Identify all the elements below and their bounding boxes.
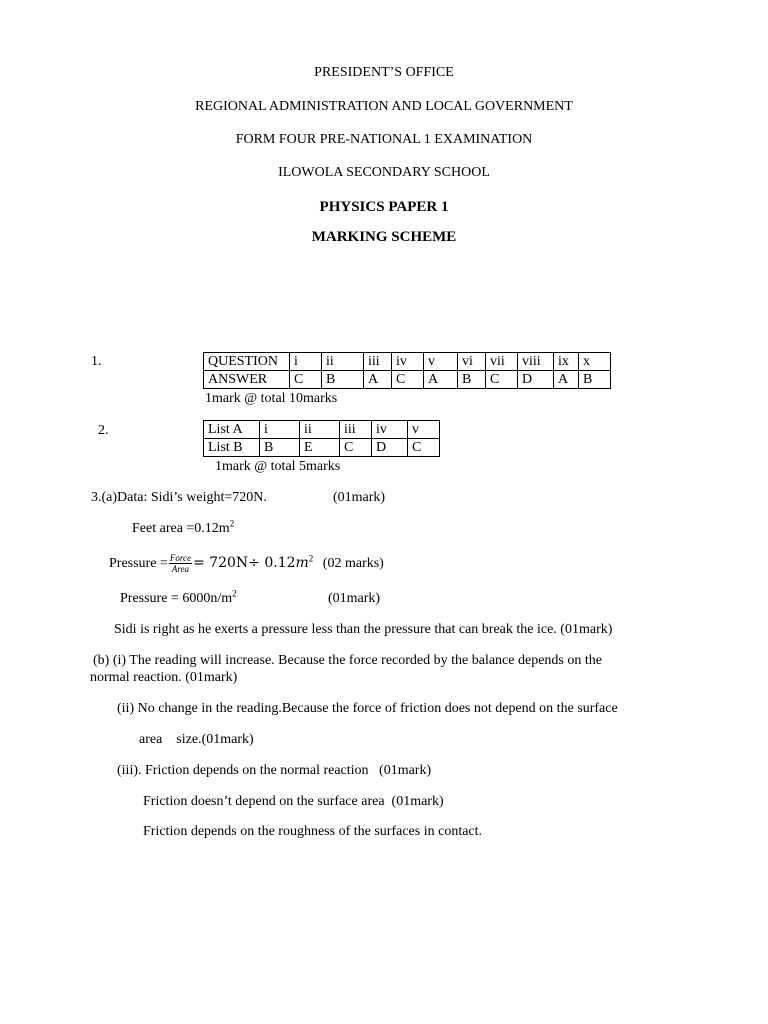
list-b-cell: D [372, 439, 408, 457]
answer-cell: A [364, 371, 392, 389]
feet-area-text: Feet area =0.12m [132, 521, 230, 536]
list-a-cell: ii [300, 421, 340, 439]
pressure-calculation: = 720N÷ 0.12 [193, 555, 296, 571]
answer-cell: C [392, 371, 424, 389]
question-number-cell: vii [486, 353, 518, 371]
list-b-row [204, 439, 440, 457]
question-number-cell: iii [364, 353, 392, 371]
answer-cell: A [554, 371, 579, 389]
question-number-cell: vi [458, 353, 486, 371]
fraction-numerator: Force [169, 553, 191, 564]
list-b-cell: C [408, 439, 440, 457]
pressure-result-mark: (01mark) [328, 591, 381, 606]
fraction-denominator: Area [171, 564, 189, 575]
question-3b-ii-line1: (ii) No change in the reading.Because the force of friction does not depend on the surface [117, 701, 618, 716]
page-title: PHYSICS PAPER 1 [319, 199, 449, 215]
question-2-number: 2. [98, 423, 109, 438]
question-2-mark-note: 1mark @ total 5marks [215, 459, 341, 474]
question-3-data-mark: (01mark) [333, 490, 386, 505]
question-1-number: 1. [91, 354, 102, 369]
list-a-cell: iii [340, 421, 372, 439]
answer-cell: C [486, 371, 518, 389]
answer-cell: A [424, 371, 458, 389]
question-3-data-line: 3.(a)Data: Sidi’s weight=720N. [91, 490, 267, 505]
question-2-matching-table [203, 420, 440, 457]
answer-row [204, 371, 611, 389]
question-row [204, 353, 611, 371]
list-a-cell: iv [372, 421, 408, 439]
question-number-cell: v [424, 353, 458, 371]
question-3b-i-line2: normal reaction. (01mark) [90, 670, 238, 685]
answer-cell: B [579, 371, 611, 389]
question-number-cell: iv [392, 353, 424, 371]
header-line-examination: FORM FOUR PRE-NATIONAL 1 EXAMINATION [235, 132, 533, 147]
pressure-unit: m [295, 555, 309, 571]
pressure-formula-line [109, 549, 384, 578]
list-a-cell: i [260, 421, 300, 439]
question-number-cell: ix [554, 353, 579, 371]
question-number-cell: x [579, 353, 611, 371]
feet-area-line [132, 518, 235, 537]
force-over-area-fraction [169, 553, 192, 574]
pressure-label: Pressure = [109, 556, 168, 571]
question-number-cell: viii [518, 353, 554, 371]
header-line-office: PRESIDENT’S OFFICE [314, 65, 454, 80]
question-1-answer-table [203, 352, 611, 389]
header-line-administration: REGIONAL ADMINISTRATION AND LOCAL GOVERNMENT [195, 99, 573, 114]
question-number-cell: ii [322, 353, 364, 371]
answer-cell: C [290, 371, 322, 389]
list-b-cell: B [260, 439, 300, 457]
question-1-mark-note: 1mark @ total 10marks [205, 391, 338, 406]
row-label-list-a: List A [204, 421, 260, 439]
list-a-cell: v [408, 421, 440, 439]
question-3-conclusion: Sidi is right as he exerts a pressure less than the pressure that can break the ice. (01mark) [114, 622, 613, 637]
pressure-result-exponent: 2 [232, 588, 237, 599]
row-label-question: QUESTION [204, 353, 290, 371]
header-line-school: ILOWOLA SECONDARY SCHOOL [278, 165, 490, 180]
pressure-formula-mark: (02 marks) [322, 556, 384, 571]
pressure-result-text: Pressure = 6000n/m [120, 591, 233, 606]
list-b-cell: E [300, 439, 340, 457]
feet-area-exponent: 2 [229, 518, 235, 529]
list-b-cell: C [340, 439, 372, 457]
answer-cell: D [518, 371, 554, 389]
row-label-list-b: List B [204, 439, 260, 457]
question-3b-iii-line3: Friction depends on the roughness of the surfaces in contact. [143, 824, 483, 839]
question-3b-iii-line1: (iii). Friction depends on the normal reaction (01mark) [117, 763, 432, 778]
list-a-row [204, 421, 440, 439]
page-subtitle: MARKING SCHEME [311, 229, 457, 245]
pressure-unit-exponent: 2 [308, 553, 314, 564]
answer-cell: B [458, 371, 486, 389]
question-number-cell: i [290, 353, 322, 371]
question-3b-i-line1: (b) (i) The reading will increase. Because the force recorded by the balance depends on the [93, 653, 602, 668]
row-label-answer: ANSWER [204, 371, 290, 389]
pressure-result-line [120, 588, 237, 607]
question-3b-iii-line2: Friction doesn’t depend on the surface area (01mark) [143, 794, 444, 809]
answer-cell: B [322, 371, 364, 389]
question-3b-ii-line2: area size.(01mark) [139, 732, 254, 747]
